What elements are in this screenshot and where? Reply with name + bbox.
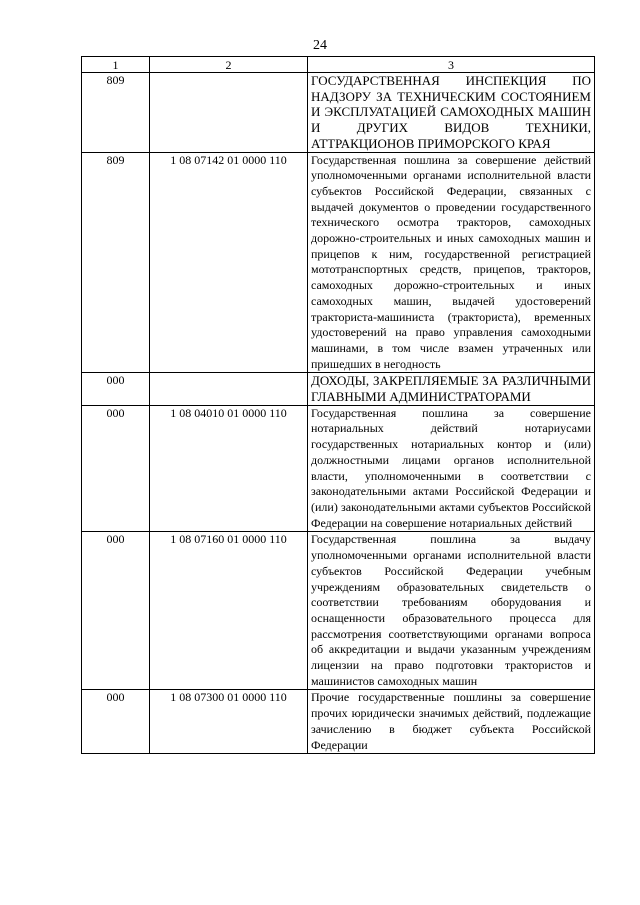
administrator-name-cell: ГОСУДАРСТВЕННАЯ ИНСПЕКЦИЯ ПО НАДЗОРУ ЗА ТЕХНИЧЕСКИМ СОСТОЯНИЕМ И ЭКСПЛУАТАЦИЕЙ САМОХОДНЫХ МАШИН И ДРУГИХ ВИДОВ ТЕХНИКИ, АТТРАКЦИОНОВ ПРИМОРСКОГО КРАЯ bbox=[308, 73, 595, 153]
admin-code-cell: 000 bbox=[82, 532, 150, 690]
revenue-name-cell: Государственная пошлина за совершение действий уполномоченными органами исполнительной власти субъектов Российской Федерации, связанных с выдачей документов о проведении государственного технического осмотра тракторов, самоходных дорожно-строительных и иных самоходных машин и прицепов к ним, государственной регистрацией мототранспортных средств, прицепов, тракторов, самоходных дорожно-строительных и иных самоходных машин, выдачей удостоверений тракториста-машиниста (тракториста), временных удостоверений на право управления самоходными машинами, в том числе взамен утраченных или пришедших в негодность bbox=[308, 152, 595, 373]
budget-code-cell bbox=[150, 73, 308, 153]
budget-code-cell bbox=[150, 373, 308, 405]
table-row bbox=[82, 405, 595, 532]
revenue-name-cell: Государственная пошлина за выдачу уполномоченными органами исполнительной власти субъектов Российской Федерации учебным учреждениям образовательных свидетельств о соответствии требованиям оборудования и оснащенности образовательного процесса для рассмотрения соответствующими органами вопроса об аккредитации и выдачи указанным учреждениям лицензии на право подготовки трактористов и машинистов самоходных машин bbox=[308, 532, 595, 690]
section-name-cell: ДОХОДЫ, ЗАКРЕПЛЯЕМЫЕ ЗА РАЗЛИЧНЫМИ ГЛАВНЫМИ АДМИНИСТРАТОРАМИ bbox=[308, 373, 595, 405]
table-header bbox=[82, 57, 595, 73]
table-row bbox=[82, 690, 595, 754]
table-row bbox=[82, 73, 595, 153]
revenue-name-cell: Государственная пошлина за совершение нотариальных действий нотариусами государственных нотариальных контор и (или) должностными лицами органов исполнительной власти, уполномоченными в соответствии с законодательными актами Российской Федерации и (или) законодательными актами субъектов Российской Федерации на совершение нотариальных действий bbox=[308, 405, 595, 532]
admin-code-cell: 000 bbox=[82, 373, 150, 405]
column-header-2: 2 bbox=[150, 57, 308, 73]
budget-code-cell: 1 08 07300 01 0000 110 bbox=[150, 690, 308, 754]
revenue-name-cell: Прочие государственные пошлины за совершение прочих юридически значимых действий, подлежащие зачислению в бюджет субъекта Российской Федерации bbox=[308, 690, 595, 754]
header-row bbox=[82, 57, 595, 73]
budget-code-cell: 1 08 04010 01 0000 110 bbox=[150, 405, 308, 532]
table-body bbox=[82, 73, 595, 754]
admin-code-cell: 000 bbox=[82, 405, 150, 532]
table-row bbox=[82, 152, 595, 373]
page-number: 24 bbox=[313, 38, 327, 53]
table-row bbox=[82, 532, 595, 690]
column-header-3: 3 bbox=[308, 57, 595, 73]
table-row bbox=[82, 373, 595, 405]
budget-code-cell: 1 08 07160 01 0000 110 bbox=[150, 532, 308, 690]
admin-code-cell: 809 bbox=[82, 152, 150, 373]
budget-code-cell: 1 08 07142 01 0000 110 bbox=[150, 152, 308, 373]
admin-code-cell: 000 bbox=[82, 690, 150, 754]
admin-code-cell: 809 bbox=[82, 73, 150, 153]
revenue-administrators-table bbox=[81, 56, 595, 754]
column-header-1: 1 bbox=[82, 57, 150, 73]
